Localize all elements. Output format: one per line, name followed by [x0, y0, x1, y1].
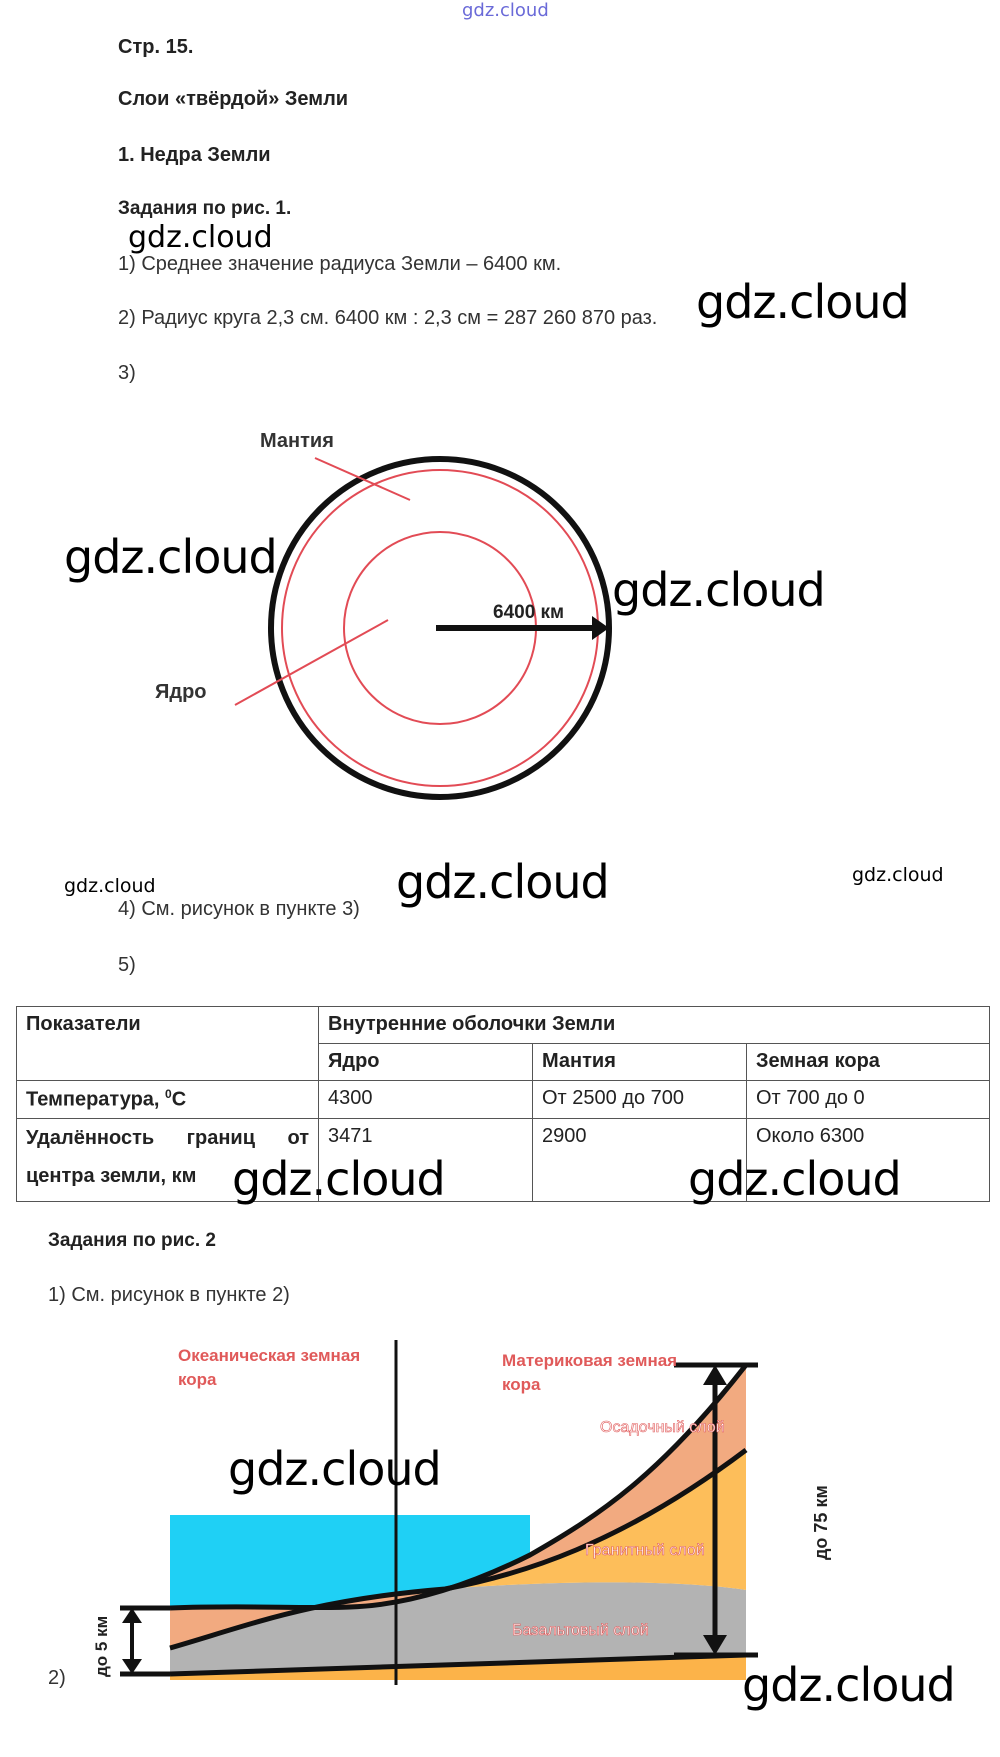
answer-3: 3) [118, 362, 136, 384]
answer-1: 1) Среднее значение радиуса Земли – 6400 км. [118, 253, 562, 275]
basalt-layer-label: Базальтовый слой [512, 1622, 649, 1639]
continental-label-1: Материковая земная [502, 1351, 678, 1370]
cell-mantle-temperature: От 2500 до 700 [533, 1081, 747, 1119]
row-label-temperature: Температура, $^0$С [17, 1081, 319, 1119]
earth-interior-diagram [130, 420, 690, 820]
subsection-title: 1. Недра Земли [118, 144, 271, 166]
granite-layer-label: Гранитный слой [585, 1542, 705, 1559]
depth-75-label: до 75 км [811, 1485, 831, 1560]
oceanic-label-1: Океаническая земная [178, 1346, 361, 1365]
row-label-distance: Удалённость границ от центра земли, км [17, 1118, 319, 1201]
depth-5-label: до 5 км [92, 1615, 111, 1677]
crust-cross-section-diagram [92, 1325, 860, 1705]
fig2-answer-2: 2) [48, 1667, 66, 1689]
fig2-answer-1: 1) См. рисунок в пункте 2) [48, 1284, 290, 1306]
watermark-1: gdz.cloud [128, 220, 273, 255]
header-indicators: Показатели [17, 1007, 319, 1081]
tasks-fig1-title: Задания по рис. 1. [118, 198, 292, 219]
watermark-3: gdz.cloud [64, 530, 277, 584]
watermark-9: gdz.cloud [688, 1152, 901, 1206]
header-crust: Земная кора [747, 1044, 990, 1081]
tasks-fig2-title: Задания по рис. 2 [48, 1230, 216, 1251]
watermark-10: gdz.cloud [228, 1442, 441, 1496]
section-title: Слои «твёрдой» Земли [118, 88, 349, 110]
oceanic-label-2: кора [178, 1370, 217, 1389]
watermark-8: gdz.cloud [232, 1152, 445, 1206]
radius-label: 6400 км [493, 602, 565, 623]
watermark-5: gdz.cloud [64, 875, 156, 897]
core-label: Ядро [155, 681, 207, 703]
mantle-label: Мантия [260, 430, 334, 452]
header-mantle: Мантия [533, 1044, 747, 1081]
sediment-layer-label: Осадочный слой [600, 1419, 725, 1436]
cell-crust-temperature: От 700 до 0 [747, 1081, 990, 1119]
watermark-2: gdz.cloud [696, 275, 909, 329]
header-group: Внутренние оболочки Земли [319, 1007, 990, 1044]
table-row [17, 1081, 990, 1119]
watermark-7: gdz.cloud [852, 864, 944, 886]
watermark-top: gdz.cloud [462, 0, 549, 21]
cell-crust-distance: Около 6300 [747, 1118, 990, 1201]
watermark-4: gdz.cloud [612, 563, 825, 617]
core-pointer [235, 620, 388, 705]
cell-mantle-distance: 2900 [533, 1118, 747, 1201]
answer-4: 4) См. рисунок в пункте 3) [118, 898, 360, 920]
header-core: Ядро [319, 1044, 533, 1081]
watermark-11: gdz.cloud [742, 1658, 955, 1712]
page-reference: Стр. 15. [118, 36, 194, 58]
continental-label-2: кора [502, 1375, 541, 1394]
answer-2: 2) Радиус круга 2,3 см. 6400 км : 2,3 см = 287 260 870 раз. [118, 307, 658, 329]
cell-core-distance: 3471 [319, 1118, 533, 1201]
cell-core-temperature: 4300 [319, 1081, 533, 1119]
answer-5: 5) [118, 954, 136, 976]
watermark-6: gdz.cloud [396, 855, 609, 909]
